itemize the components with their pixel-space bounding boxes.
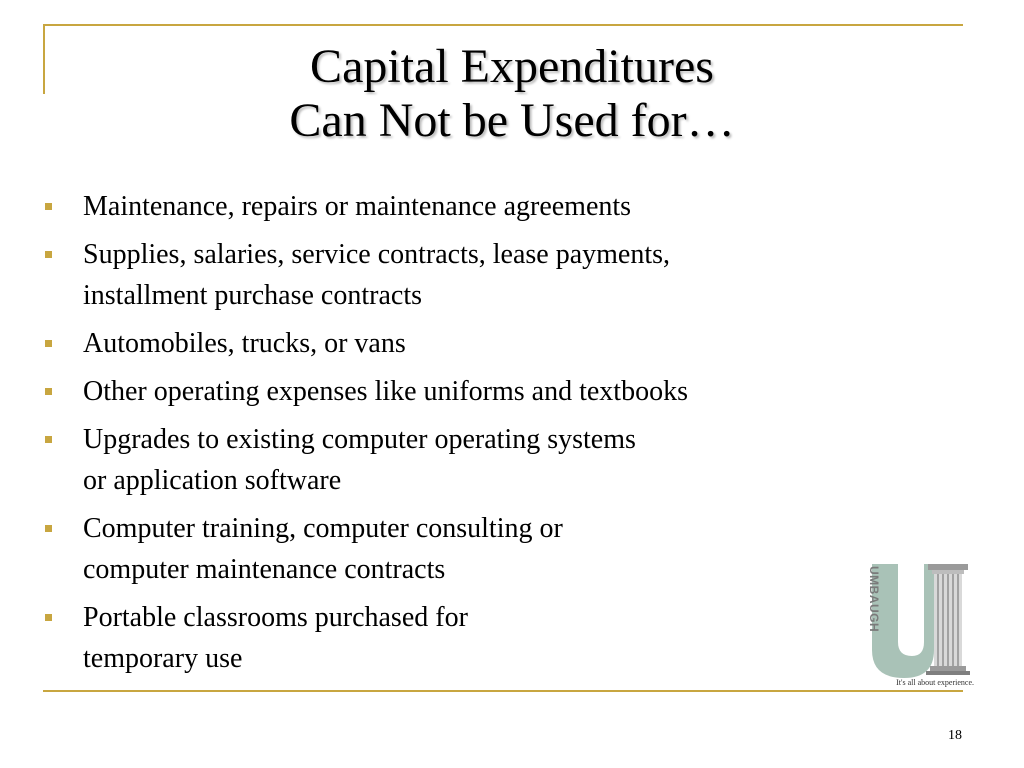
bullet-square-icon — [45, 203, 52, 210]
bullet-text: Computer training, computer consulting or computer maintenance contracts — [83, 513, 563, 585]
page-number: 18 — [948, 728, 962, 743]
bullet-item — [40, 419, 940, 501]
bullet-square-icon — [45, 388, 52, 395]
title-line-2: Can Not be Used for… — [289, 94, 735, 147]
bullet-item — [40, 186, 940, 227]
bullet-text: Other operating expenses like uniforms and textbooks — [83, 376, 688, 407]
bullet-square-icon — [45, 251, 52, 258]
title-line-1: Capital Expenditures — [310, 40, 714, 93]
bullet-text: Upgrades to existing computer operating systems or application software — [83, 424, 636, 496]
logo-tagline: It's all about experience. — [896, 678, 974, 687]
slide-title — [0, 40, 1024, 148]
bullet-item — [40, 508, 940, 590]
bullet-item — [40, 234, 940, 316]
frame-bottom-border — [43, 690, 963, 692]
bullet-item — [40, 323, 940, 364]
bullet-list — [40, 186, 940, 686]
logo-brand-text: UMBAUGH — [867, 566, 881, 633]
bullet-text: Portable classrooms purchased for temporary use — [83, 602, 468, 674]
frame-top-border — [43, 24, 963, 26]
bullet-square-icon — [45, 340, 52, 347]
bullet-square-icon — [45, 614, 52, 621]
bullet-text: Supplies, salaries, service contracts, lease payments, installment purchase contracts — [83, 239, 671, 311]
bullet-square-icon — [45, 525, 52, 532]
bullet-text: Maintenance, repairs or maintenance agreements — [83, 191, 632, 222]
bullet-item — [40, 371, 940, 412]
bullet-text: Automobiles, trucks, or vans — [83, 328, 406, 359]
bullet-item — [40, 597, 940, 679]
umbaugh-logo — [854, 560, 976, 690]
bullet-square-icon — [45, 436, 52, 443]
